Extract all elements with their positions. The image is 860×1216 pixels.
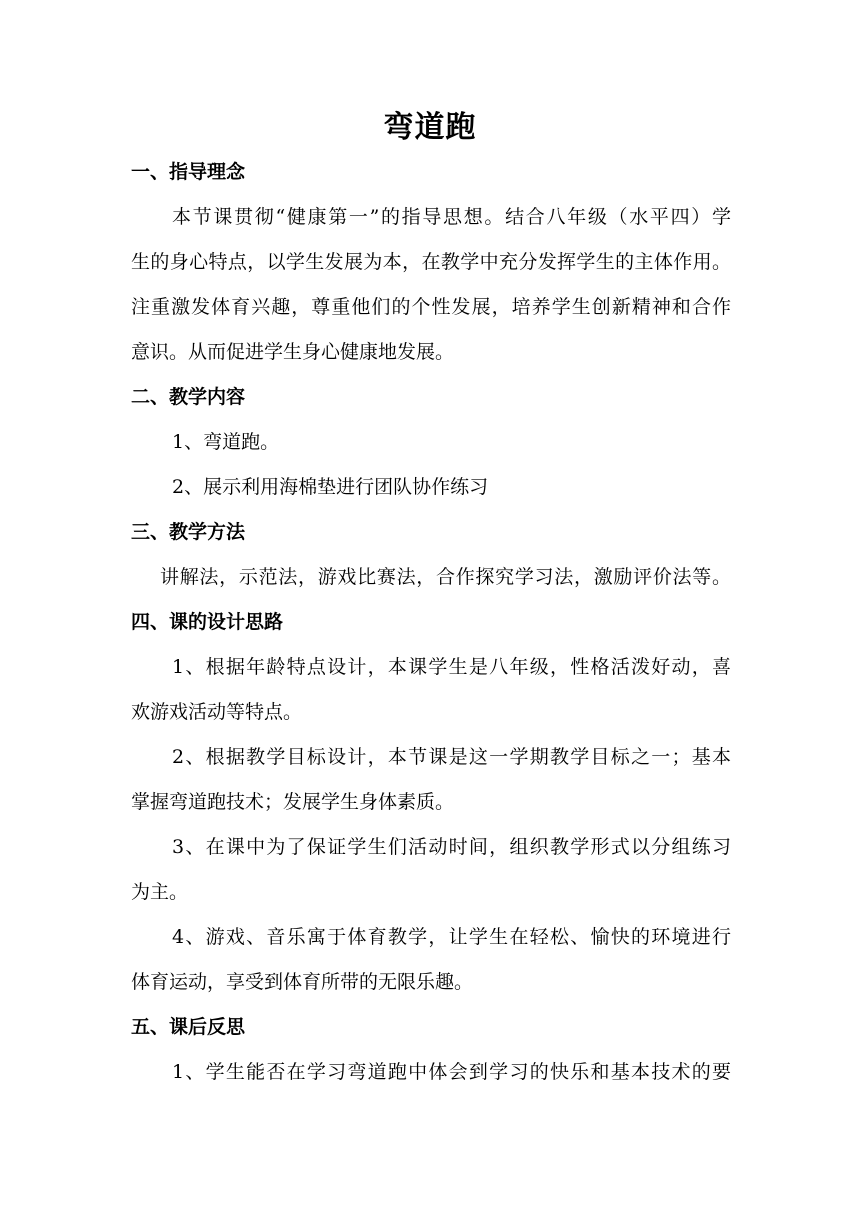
list-item: 2、展示利用海棉垫进行团队协作练习 xyxy=(172,476,489,498)
list-item: 4、游戏、音乐寓于体育教学，让学生在轻松、愉快的环境进行 xyxy=(172,926,731,948)
list-item: 1、弯道跑。 xyxy=(172,431,280,453)
list-item: 1、学生能否在学习弯道跑中体会到学习的快乐和基本技术的要 xyxy=(172,1061,731,1083)
paragraph-line: 讲解法，示范法，游戏比赛法，合作探究学习法，激励评价法等。 xyxy=(160,566,731,588)
section-heading-design-ideas: 四、课的设计思路 xyxy=(131,611,284,633)
document-title: 弯道跑 xyxy=(383,110,477,145)
paragraph-line: 体育运动，享受到体育所带的无限乐趣。 xyxy=(131,971,474,993)
paragraph-line: 生的身心特点，以学生发展为本，在教学中充分发挥学生的主体作用。 xyxy=(131,251,731,273)
list-item: 1、根据年龄特点设计，本课学生是八年级，性格活泼好动，喜 xyxy=(172,656,731,678)
section-heading-teaching-content: 二、教学内容 xyxy=(131,386,246,408)
section-heading-reflection: 五、课后反思 xyxy=(131,1016,246,1038)
paragraph-line: 为主。 xyxy=(131,881,189,903)
section-heading-teaching-methods: 三、教学方法 xyxy=(131,521,246,543)
paragraph-line: 本节课贯彻“健康第一”的指导思想。结合八年级（水平四）学 xyxy=(172,206,731,228)
paragraph-line: 注重激发体育兴趣，尊重他们的个性发展，培养学生创新精神和合作 xyxy=(131,296,731,318)
section-heading-guiding-philosophy: 一、指导理念 xyxy=(131,161,246,183)
paragraph-line: 欢游戏活动等特点。 xyxy=(131,701,303,723)
list-item: 3、在课中为了保证学生们活动时间，组织教学形式以分组练习 xyxy=(172,836,731,858)
paragraph-line: 意识。从而促进学生身心健康地发展。 xyxy=(131,341,455,363)
paragraph-line: 掌握弯道跑技术；发展学生身体素质。 xyxy=(131,791,455,813)
list-item: 2、根据教学目标设计，本节课是这一学期教学目标之一；基本 xyxy=(172,746,731,768)
